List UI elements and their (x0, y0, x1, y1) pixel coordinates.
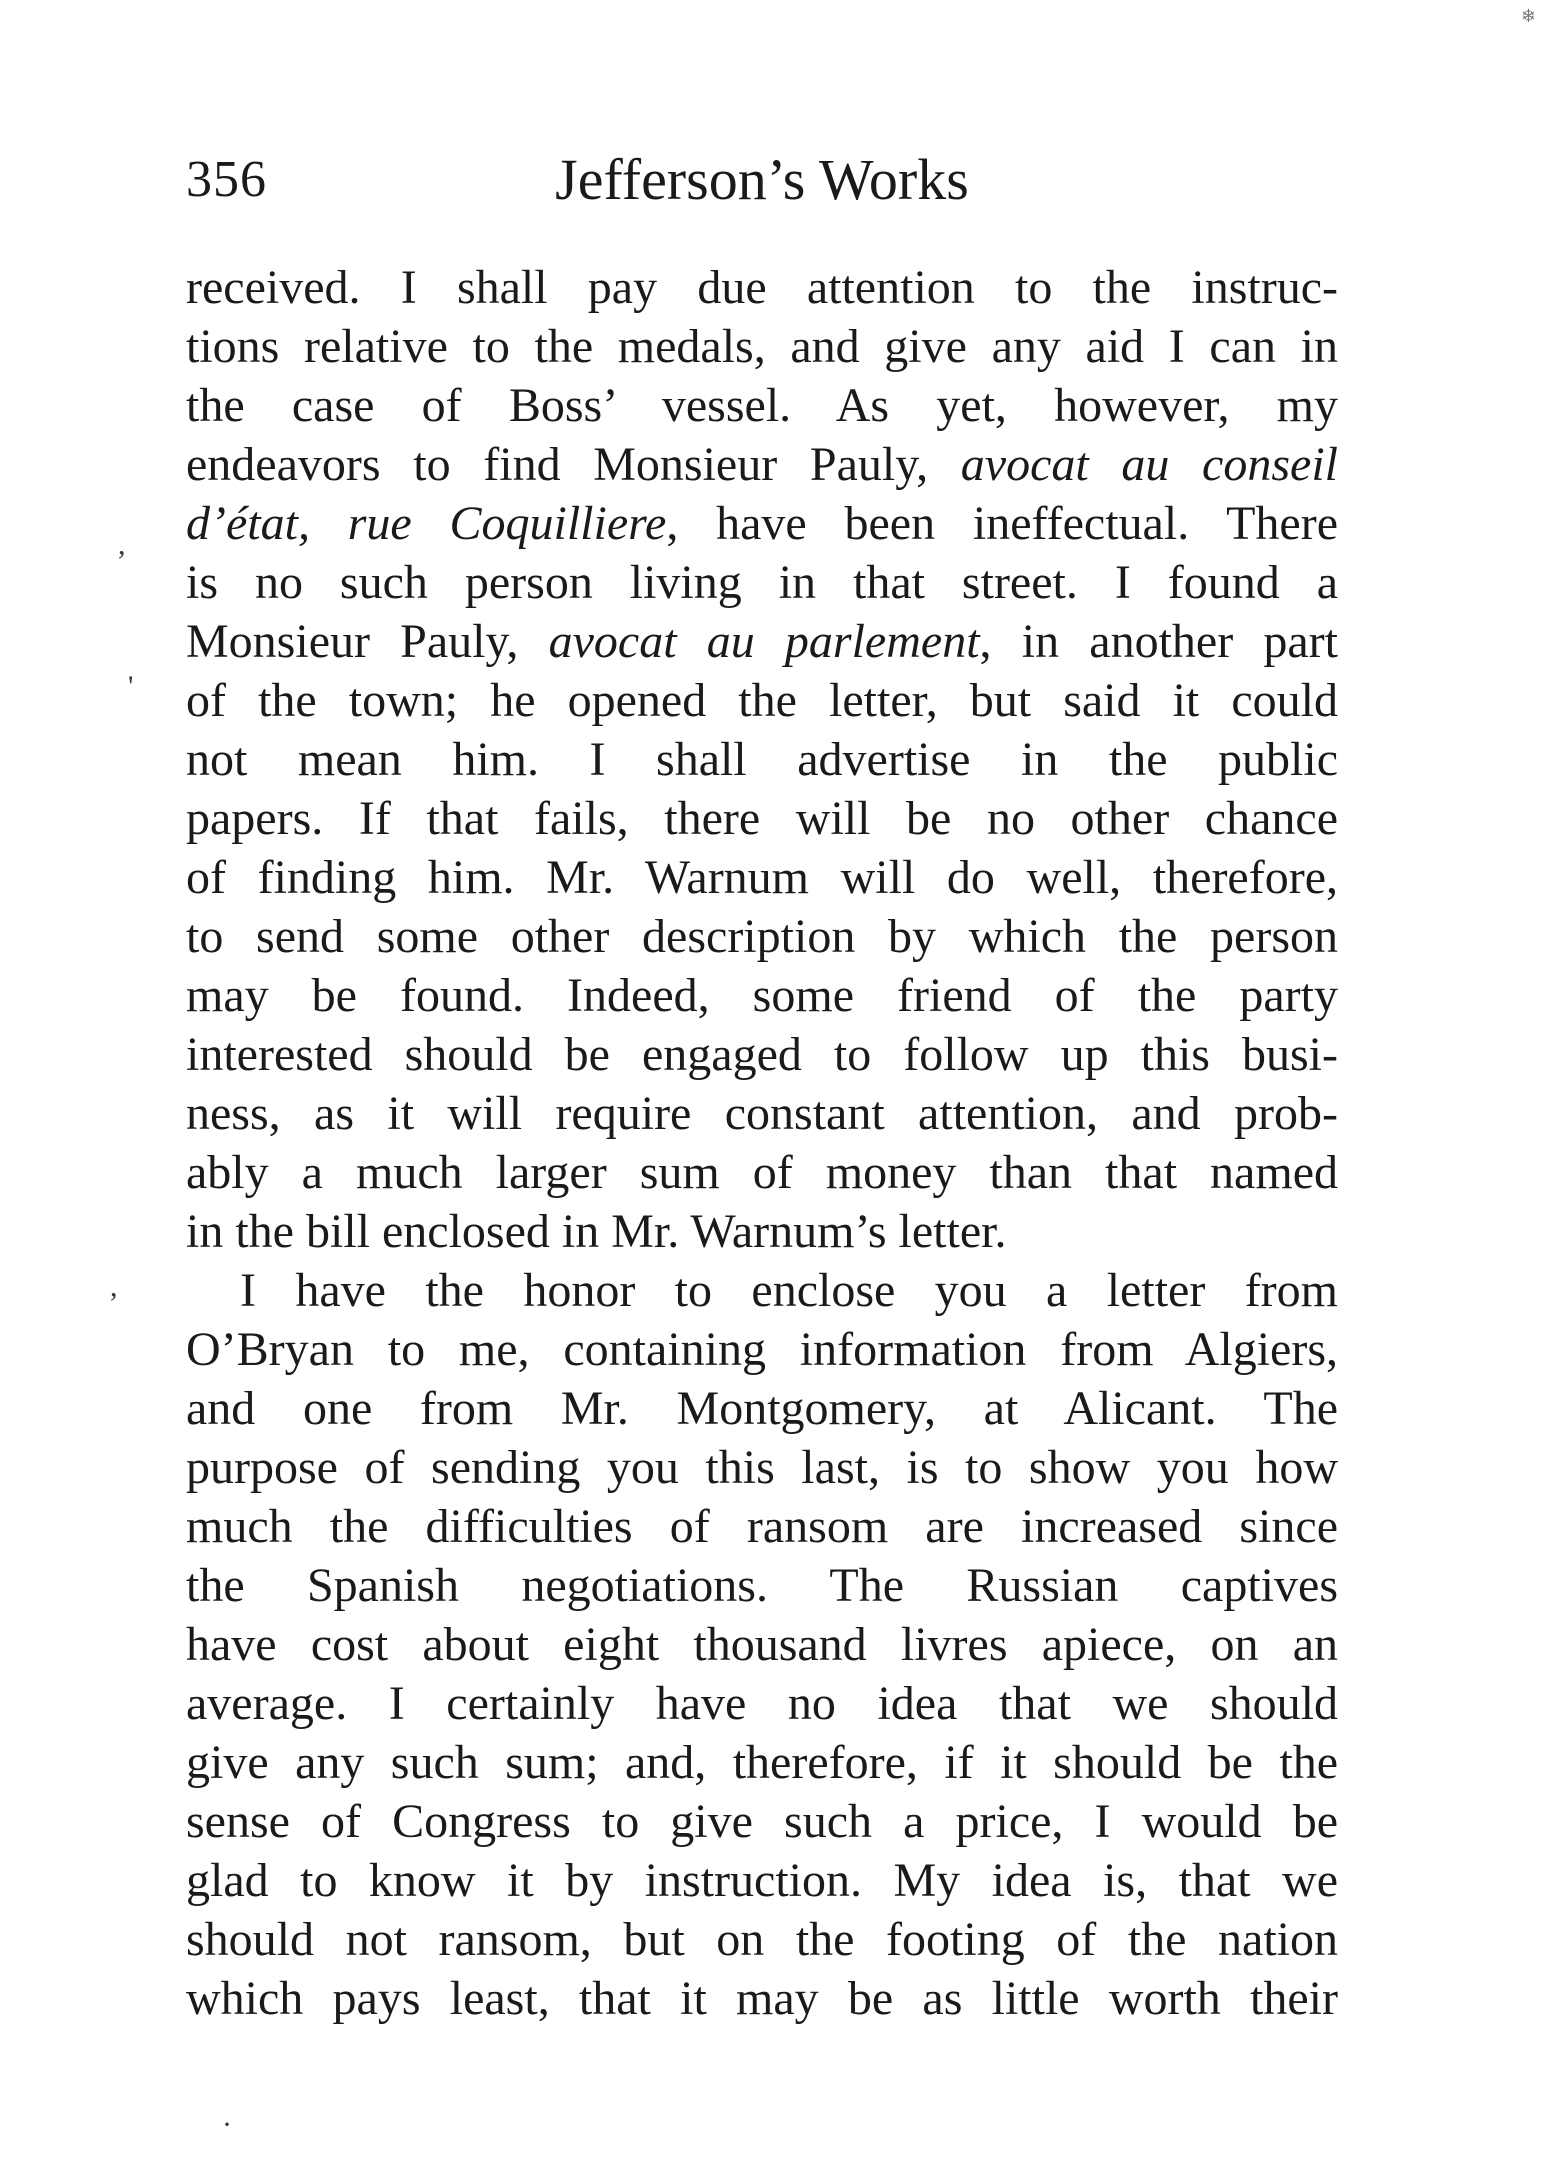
text-line: may be found. Indeed, some friend of the party (186, 969, 1338, 1022)
text-line: not mean him. I shall advertise in the public (186, 733, 1338, 786)
text-line: of finding him. Mr. Warnum will do well, therefore, (186, 851, 1338, 904)
text-line: should not ransom, but on the footing of the nation (186, 1913, 1338, 1966)
text-line: average. I certainly have no idea that we should (186, 1677, 1338, 1730)
text-line: d’état, rue Coquilliere, have been ineffectual. There (186, 497, 1338, 550)
text-line: tions relative to the medals, and give any aid I can in (186, 320, 1338, 373)
paragraph-last-line: in the bill enclosed in Mr. Warnum’s letter. (186, 1205, 1007, 1258)
text-line: and one from Mr. Montgomery, at Alicant. The (186, 1382, 1338, 1435)
text-line: of the town; he opened the letter, but said it could (186, 674, 1338, 727)
text-line: purpose of sending you this last, is to show you how (186, 1441, 1338, 1494)
text-line: to send some other description by which the person (186, 910, 1338, 963)
text-line: which pays least, that it may be as little worth their (186, 1972, 1338, 2025)
text-line: sense of Congress to give such a price, I would be (186, 1795, 1338, 1848)
running-head (186, 140, 1338, 220)
text-line: give any such sum; and, therefore, if it should be the (186, 1736, 1338, 1789)
text-line: O’Bryan to me, containing information from Algiers, (186, 1323, 1338, 1376)
text-line: glad to know it by instruction. My idea is, that we (186, 1854, 1338, 1907)
running-title: Jefferson’s Works (555, 147, 969, 212)
text-line: papers. If that fails, there will be no other chance (186, 792, 1338, 845)
margin-speck: · (222, 2108, 232, 2141)
body-text (186, 258, 1338, 2028)
text-line: Monsieur Pauly, avocat au parlement, in another part (186, 615, 1338, 668)
paragraph-first-line: I have the honor to enclose you a letter from (240, 1264, 1338, 1317)
text-line: endeavors to find Monsieur Pauly, avocat au conseil (186, 438, 1338, 491)
text-line: the case of Boss’ vessel. As yet, however, my (186, 379, 1338, 432)
text-line: have cost about eight thousand livres apiece, on an (186, 1618, 1338, 1671)
margin-speck: ' (128, 670, 134, 703)
text-line: ness, as it will require constant attention, and prob- (186, 1087, 1338, 1140)
margin-speck: , (110, 1270, 118, 1303)
corner-speck-mark: ❄ (1520, 6, 1536, 27)
page-number: 356 (186, 151, 267, 208)
text-line: received. I shall pay due attention to the instruc- (186, 261, 1338, 314)
margin-speck: , (118, 528, 126, 561)
text-line: is no such person living in that street. I found a (186, 556, 1338, 609)
text-line: much the difficulties of ransom are increased since (186, 1500, 1338, 1553)
text-line: ably a much larger sum of money than that named (186, 1146, 1338, 1199)
text-line: the Spanish negotiations. The Russian captives (186, 1559, 1338, 1612)
text-line: interested should be engaged to follow up this busi- (186, 1028, 1338, 1081)
